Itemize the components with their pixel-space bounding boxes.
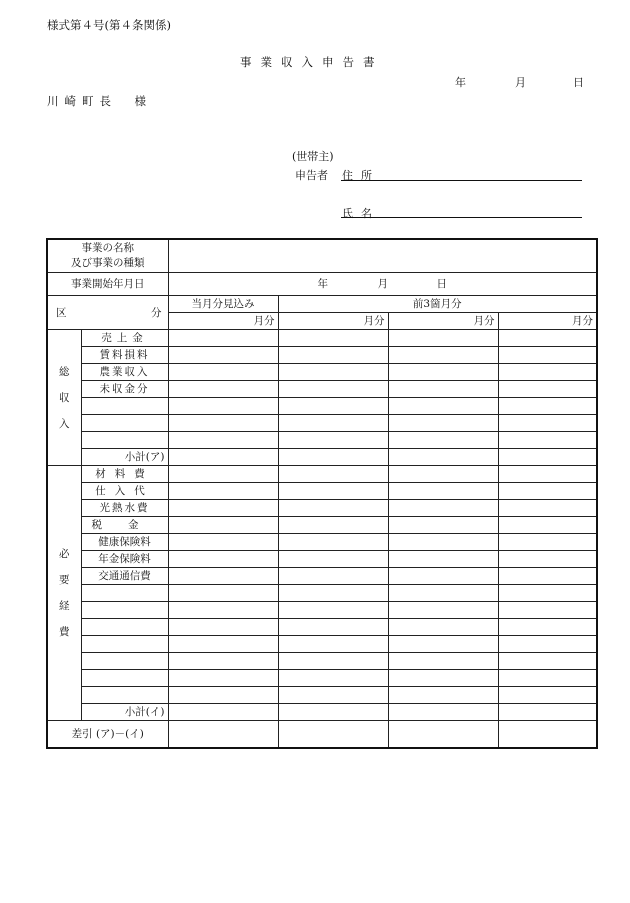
value-cell[interactable] <box>168 704 278 721</box>
value-cell[interactable] <box>388 449 498 466</box>
value-cell[interactable] <box>498 415 597 432</box>
value-cell[interactable] <box>388 381 498 398</box>
income-section-char-2: 収 <box>59 391 70 404</box>
expense-item-label: 材料費 <box>81 466 168 483</box>
business-name-input[interactable] <box>168 239 597 273</box>
value-cell[interactable] <box>278 398 388 415</box>
value-cell[interactable] <box>278 432 388 449</box>
expense-item-label: 年金保険料 <box>81 551 168 568</box>
date-day-label: 日 <box>573 76 584 89</box>
income-item-label: 未収金分 <box>81 381 168 398</box>
declarant-label: 申告者 <box>295 169 328 182</box>
value-cell[interactable] <box>168 449 278 466</box>
value-cell[interactable] <box>278 687 388 704</box>
expense-row-blank <box>47 687 597 704</box>
value-cell[interactable] <box>278 585 388 602</box>
start-date-input[interactable] <box>168 273 597 296</box>
value-cell[interactable] <box>278 551 388 568</box>
blank-item-label[interactable] <box>81 687 168 704</box>
start-date-label: 事業開始年月日 <box>47 273 168 296</box>
blank-item-label[interactable] <box>81 619 168 636</box>
value-cell[interactable] <box>498 449 597 466</box>
business-name-label <box>47 239 168 273</box>
expense-item-label: 税金 <box>81 517 168 534</box>
blank-item-label[interactable] <box>81 636 168 653</box>
blank-item-label[interactable] <box>81 432 168 449</box>
value-cell[interactable] <box>278 466 388 483</box>
value-cell[interactable] <box>168 347 278 364</box>
income-subtotal-label: 小計(ア) <box>81 449 168 466</box>
month-unit-prev-1[interactable]: 月分 <box>278 313 388 330</box>
expense-item-label: 交通通信費 <box>81 568 168 585</box>
period-header-row <box>47 296 597 313</box>
value-cell[interactable] <box>278 500 388 517</box>
value-cell[interactable] <box>498 653 597 670</box>
value-cell[interactable] <box>278 415 388 432</box>
value-cell[interactable] <box>388 704 498 721</box>
income-row-rent <box>47 347 597 364</box>
value-cell[interactable] <box>498 364 597 381</box>
value-cell[interactable] <box>278 364 388 381</box>
value-cell[interactable] <box>498 704 597 721</box>
value-cell[interactable] <box>498 721 597 749</box>
value-cell[interactable] <box>388 534 498 551</box>
month-unit-prev-2[interactable]: 月分 <box>388 313 498 330</box>
expense-row-blank <box>47 670 597 687</box>
expense-section-char-2: 要 <box>59 574 70 586</box>
value-cell[interactable] <box>168 398 278 415</box>
value-cell[interactable] <box>498 347 597 364</box>
value-cell[interactable] <box>168 721 278 749</box>
value-cell[interactable] <box>498 687 597 704</box>
value-cell[interactable] <box>498 585 597 602</box>
value-cell[interactable] <box>498 483 597 500</box>
category-right: 分 <box>151 306 162 319</box>
start-year-label: 年 <box>317 278 328 290</box>
expense-row-materials <box>47 466 597 483</box>
name-field-line[interactable] <box>341 217 582 218</box>
income-section-label <box>47 330 81 466</box>
value-cell[interactable] <box>498 517 597 534</box>
household-head-label: (世帯主) <box>292 150 334 163</box>
value-cell[interactable] <box>388 415 498 432</box>
current-month-estimate-header: 当月分見込み <box>168 296 278 313</box>
name-label: 氏名 <box>342 207 380 220</box>
value-cell[interactable] <box>388 585 498 602</box>
value-cell[interactable] <box>168 534 278 551</box>
month-unit-current[interactable]: 月分 <box>168 313 278 330</box>
income-row-blank <box>47 415 597 432</box>
income-item-label: 農業収入 <box>81 364 168 381</box>
form-number: 様式第４号(第４条関係) <box>47 18 171 32</box>
value-cell[interactable] <box>278 653 388 670</box>
value-cell[interactable] <box>168 483 278 500</box>
expense-section-char-3: 経 <box>59 600 70 612</box>
value-cell[interactable] <box>498 636 597 653</box>
expense-section-label <box>47 466 81 721</box>
value-cell[interactable] <box>278 721 388 749</box>
value-cell[interactable] <box>498 670 597 687</box>
value-cell[interactable] <box>498 398 597 415</box>
value-cell[interactable] <box>168 687 278 704</box>
category-left: 区 <box>56 306 67 319</box>
category-header <box>47 296 168 330</box>
value-cell[interactable] <box>278 517 388 534</box>
expense-subtotal-row <box>47 704 597 721</box>
expense-row-blank <box>47 619 597 636</box>
value-cell[interactable] <box>498 381 597 398</box>
expense-row-blank <box>47 585 597 602</box>
expense-item-label: 健康保険料 <box>81 534 168 551</box>
blank-item-label[interactable] <box>81 602 168 619</box>
value-cell[interactable] <box>388 364 498 381</box>
income-subtotal-row <box>47 449 597 466</box>
value-cell[interactable] <box>278 381 388 398</box>
expense-section-char-4: 費 <box>59 626 70 638</box>
value-cell[interactable] <box>278 670 388 687</box>
start-day-label: 日 <box>436 278 447 290</box>
difference-label: 差引 (ア)－(イ) <box>47 721 168 749</box>
expense-section-char-1: 必 <box>59 548 70 560</box>
income-row-sales <box>47 330 597 347</box>
value-cell[interactable] <box>388 551 498 568</box>
value-cell[interactable] <box>168 602 278 619</box>
income-section-char-3: 入 <box>59 417 70 430</box>
value-cell[interactable] <box>168 432 278 449</box>
value-cell[interactable] <box>278 636 388 653</box>
addressee: 川崎町長 様 <box>47 94 152 108</box>
value-cell[interactable] <box>498 619 597 636</box>
value-cell[interactable] <box>388 619 498 636</box>
value-cell[interactable] <box>168 381 278 398</box>
business-name-line1: 事業の名称 <box>81 242 134 254</box>
expense-item-label: 光熱水費 <box>81 500 168 517</box>
start-month-label: 月 <box>377 278 388 290</box>
value-cell[interactable] <box>278 449 388 466</box>
value-cell[interactable] <box>388 653 498 670</box>
business-name-row <box>47 239 597 273</box>
value-cell[interactable] <box>278 483 388 500</box>
value-cell[interactable] <box>168 636 278 653</box>
address-label: 住所 <box>342 169 380 182</box>
value-cell[interactable] <box>388 330 498 347</box>
value-cell[interactable] <box>388 670 498 687</box>
expense-row-purchases <box>47 483 597 500</box>
value-cell[interactable] <box>278 619 388 636</box>
value-cell[interactable] <box>168 517 278 534</box>
date-year-label: 年 <box>455 76 466 89</box>
income-item-label: 売上金 <box>81 330 168 347</box>
income-section-char-1: 総 <box>59 365 70 378</box>
value-cell[interactable] <box>168 500 278 517</box>
value-cell[interactable] <box>388 517 498 534</box>
value-cell[interactable] <box>388 500 498 517</box>
blank-item-label[interactable] <box>81 670 168 687</box>
value-cell[interactable] <box>388 636 498 653</box>
value-cell[interactable] <box>388 432 498 449</box>
value-cell[interactable] <box>498 330 597 347</box>
income-row-blank <box>47 398 597 415</box>
value-cell[interactable] <box>498 432 597 449</box>
expense-row-blank <box>47 653 597 670</box>
value-cell[interactable] <box>498 551 597 568</box>
value-cell[interactable] <box>168 619 278 636</box>
value-cell[interactable] <box>168 568 278 585</box>
value-cell[interactable] <box>278 534 388 551</box>
value-cell[interactable] <box>278 568 388 585</box>
blank-item-label[interactable] <box>81 585 168 602</box>
expense-row-tax <box>47 517 597 534</box>
expense-row-health-insurance <box>47 534 597 551</box>
value-cell[interactable] <box>388 483 498 500</box>
blank-item-label[interactable] <box>81 398 168 415</box>
income-row-receivable <box>47 381 597 398</box>
value-cell[interactable] <box>278 704 388 721</box>
value-cell[interactable] <box>498 466 597 483</box>
expense-row-blank <box>47 602 597 619</box>
expense-row-utilities <box>47 500 597 517</box>
value-cell[interactable] <box>388 602 498 619</box>
value-cell[interactable] <box>388 687 498 704</box>
value-cell[interactable] <box>168 330 278 347</box>
start-date-row <box>47 273 597 296</box>
value-cell[interactable] <box>498 500 597 517</box>
prev-three-months-header: 前3箇月分 <box>278 296 597 313</box>
business-name-line2: 及び事業の種類 <box>71 257 145 269</box>
value-cell[interactable] <box>278 602 388 619</box>
value-cell[interactable] <box>278 330 388 347</box>
value-cell[interactable] <box>168 415 278 432</box>
difference-row <box>47 721 597 749</box>
value-cell[interactable] <box>168 585 278 602</box>
value-cell[interactable] <box>168 653 278 670</box>
value-cell[interactable] <box>388 568 498 585</box>
income-item-label: 賃料損料 <box>81 347 168 364</box>
value-cell[interactable] <box>498 568 597 585</box>
value-cell[interactable] <box>168 364 278 381</box>
value-cell[interactable] <box>168 670 278 687</box>
value-cell[interactable] <box>388 347 498 364</box>
value-cell[interactable] <box>498 602 597 619</box>
income-row-agriculture <box>47 364 597 381</box>
value-cell[interactable] <box>278 347 388 364</box>
expense-row-transport-comm <box>47 568 597 585</box>
value-cell[interactable] <box>388 721 498 749</box>
expense-subtotal-label: 小計(イ) <box>81 704 168 721</box>
date-month-label: 月 <box>515 76 526 89</box>
value-cell[interactable] <box>388 466 498 483</box>
month-unit-prev-3[interactable]: 月分 <box>498 313 597 330</box>
address-field-line[interactable] <box>341 180 582 181</box>
income-declaration-table <box>46 238 598 749</box>
value-cell[interactable] <box>388 398 498 415</box>
income-row-blank <box>47 432 597 449</box>
blank-item-label[interactable] <box>81 653 168 670</box>
value-cell[interactable] <box>168 551 278 568</box>
blank-item-label[interactable] <box>81 415 168 432</box>
value-cell[interactable] <box>168 466 278 483</box>
expense-item-label: 仕入代 <box>81 483 168 500</box>
value-cell[interactable] <box>498 534 597 551</box>
expense-row-blank <box>47 636 597 653</box>
document-title: 事業収入申告書 <box>240 55 384 69</box>
expense-row-pension-insurance <box>47 551 597 568</box>
